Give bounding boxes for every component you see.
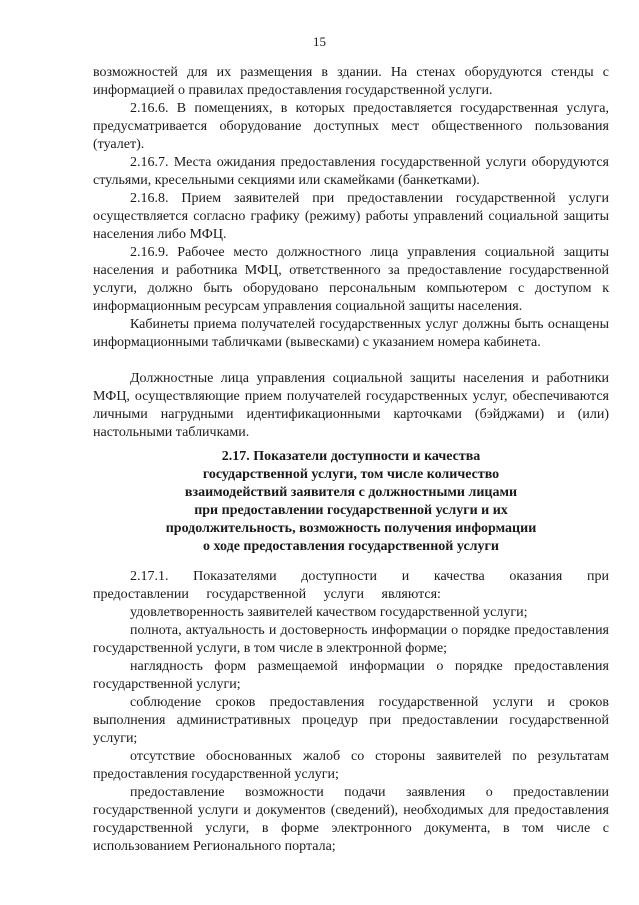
paragraph-2-17-1: 2.17.1. Показателями доступности и качества оказания при предоставлении государственной услуги являются: <box>93 569 609 602</box>
section-heading-2-17 <box>93 448 609 556</box>
heading-line: при предоставлении государственной услуги и их <box>194 503 508 518</box>
heading-line: государственной услуги, том числе количество <box>202 467 500 482</box>
paragraph-cabinets: Кабинеты приема получателей государственных услуг должны быть оснащены информационными табличками (вывесками) с указанием номера кабинета. <box>93 317 609 350</box>
heading-line: 2.17. Показатели доступности и качества <box>221 449 481 464</box>
list-item-clarity: наглядность форм размещаемой информации о порядке предоставления государственной услуги; <box>93 659 609 692</box>
paragraph-2-16-6: 2.16.6. В помещениях, в которых предоставляется государственная услуга, предусматривается оборудование доступных мест общественного пользования (туалет). <box>93 101 609 152</box>
heading-line: продолжительность, возможность получения информации <box>165 521 537 536</box>
page-number: 15 <box>313 34 326 49</box>
list-item-completeness: полнота, актуальность и достоверность информации о порядке предоставления государственной услуги, в том числе в электронной форме; <box>93 623 609 656</box>
paragraph-2-16-9: 2.16.9. Рабочее место должностного лица управления социальной защиты населения и работника МФЦ, ответственного за предоставление государственной услуги, должно быть оборудовано персональным компьютером с доступом к информационным ресурсам управления социальной защиты населения. <box>93 245 609 314</box>
heading-line: о ходе предоставления государственной услуги <box>203 539 499 554</box>
paragraph-officials: Должностные лица управления социальной защиты населения и работники МФЦ, осуществляющие прием получателей государственных услуг, обеспечиваются личными нагрудными идентификационными карточками (бэйджами) и (или) настольными табличками. <box>93 371 609 440</box>
paragraph-2-16-7: 2.16.7. Места ожидания предоставления государственной услуги оборудуются стульями, кресельными секциями или скамейками (банкетками). <box>93 155 609 188</box>
list-item-electronic-filing: предоставление возможности подачи заявления о предоставлении государственной услуги и документов (сведений), необходимых для предоставления государственной услуги, в форме электронного документа, в том числе с использованием Регионального портала; <box>93 785 609 854</box>
paragraph-2-16-8: 2.16.8. Прием заявителей при предоставлении государственной услуги осуществляется согласно графику (режиму) работы управлений социальной защиты населения либо МФЦ. <box>93 191 609 242</box>
list-item-satisfaction: удовлетворенность заявителей качеством государственной услуги; <box>130 605 528 620</box>
list-item-no-complaints: отсутствие обоснованных жалоб со стороны заявителей по результатам предоставления государственной услуги; <box>93 749 609 782</box>
list-item-deadlines: соблюдение сроков предоставления государственной услуги и сроков выполнения административных процедур при предоставлении государственной услуги; <box>93 695 609 746</box>
heading-line: взаимодействий заявителя с должностными лицами <box>184 485 518 500</box>
paragraph-continuation: возможностей для их размещения в здании. На стенах оборудуются стенды с информацией о правилах предоставления государственной услуги. <box>93 65 609 98</box>
